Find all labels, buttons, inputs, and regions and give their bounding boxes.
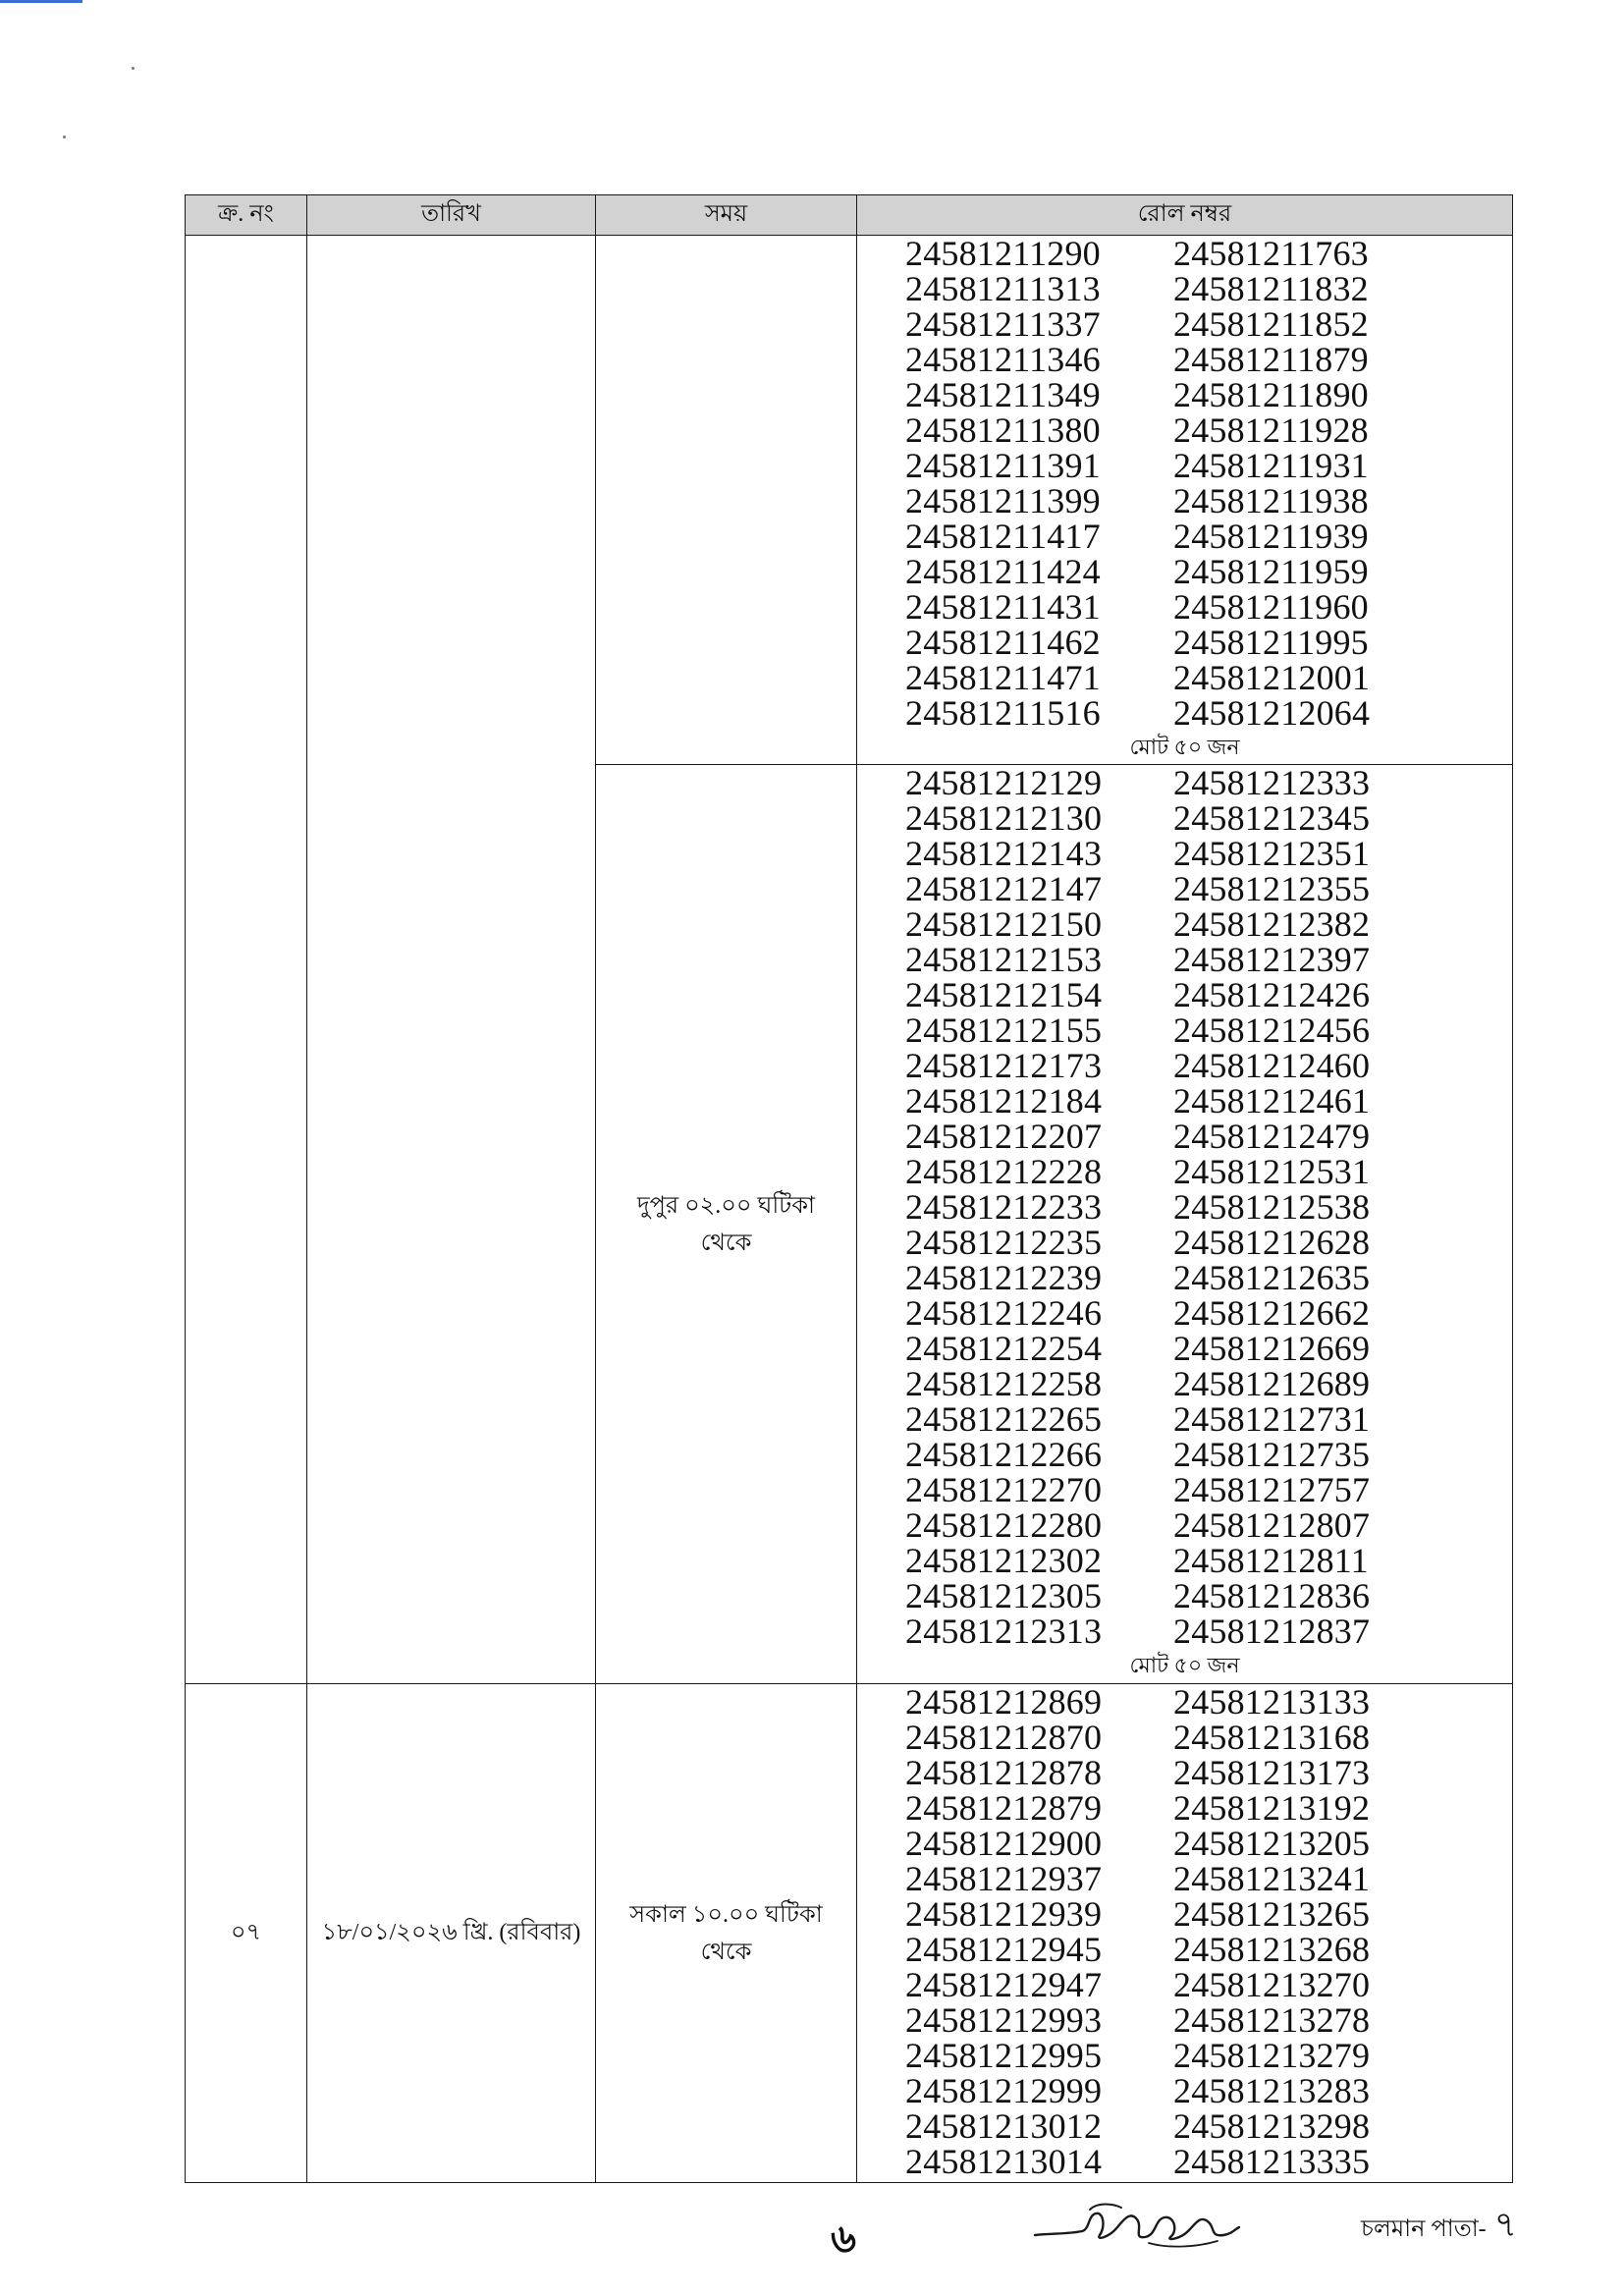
roll-numbers-cell (857, 236, 1513, 765)
roll-number: 24581213278 (1173, 2000, 1371, 2040)
roll-number-list (857, 236, 1512, 731)
roll-number: 24581212456 (1173, 1011, 1371, 1050)
time-text-suffix: থেকে (700, 1230, 752, 1256)
roll-number: 24581211391 (905, 446, 1101, 485)
roll-number: 24581212869 (905, 1682, 1103, 1722)
roll-number: 24581212731 (1173, 1399, 1371, 1439)
roll-number: 24581212807 (1173, 1505, 1371, 1545)
roll-number: 24581211939 (1173, 517, 1369, 556)
roll-number: 24581211462 (905, 623, 1101, 662)
roll-number: 24581212266 (905, 1435, 1103, 1474)
roll-number: 24581211337 (905, 304, 1101, 344)
roll-number: 24581212302 (905, 1541, 1103, 1580)
roll-numbers-cell (857, 765, 1513, 1684)
roll-number: 24581212155 (905, 1011, 1103, 1050)
roll-number: 24581212265 (905, 1399, 1103, 1439)
roll-number: 24581212662 (1173, 1293, 1371, 1333)
roll-number: 24581211417 (905, 517, 1101, 556)
time-cell (596, 1684, 857, 2183)
roll-number: 24581212280 (905, 1505, 1103, 1545)
header-serial: ক্র. নং (186, 195, 307, 236)
roll-number: 24581212531 (1173, 1152, 1371, 1191)
roll-number: 24581212479 (1173, 1117, 1371, 1156)
roll-number: 24581211349 (905, 375, 1101, 414)
roll-number: 24581211516 (905, 693, 1101, 733)
roll-number: 24581211928 (1173, 410, 1369, 450)
roll-number: 24581212246 (905, 1293, 1103, 1333)
roll-number: 24581211890 (1173, 375, 1369, 414)
roll-number: 24581213335 (1173, 2142, 1371, 2181)
roll-number: 24581211313 (905, 269, 1101, 308)
roll-number: 24581212345 (1173, 798, 1371, 838)
roll-number: 24581212355 (1173, 869, 1371, 908)
roll-number: 24581212995 (905, 2036, 1103, 2075)
total-count: মোট ৫০ জন (1129, 1653, 1240, 1677)
roll-number: 24581212254 (905, 1329, 1103, 1368)
roll-number: 24581212239 (905, 1258, 1103, 1297)
roll-number: 24581212757 (1173, 1470, 1371, 1509)
roll-number: 24581211959 (1173, 552, 1369, 591)
roll-number: 24581212184 (905, 1081, 1103, 1121)
date-cell: ১৮/০১/২০২৬ খ্রি. (রবিবার) (307, 1684, 596, 2183)
roll-number: 24581212305 (905, 1576, 1103, 1615)
roll-number: 24581212207 (905, 1117, 1103, 1156)
roll-number: 24581213173 (1173, 1753, 1371, 1792)
roll-number: 24581213265 (1173, 1894, 1371, 1934)
roll-number: 24581212939 (905, 1894, 1103, 1934)
roll-number: 24581212900 (905, 1824, 1103, 1863)
roll-number: 24581212001 (1173, 658, 1371, 697)
roll-number: 24581212233 (905, 1187, 1103, 1227)
table-row (186, 1684, 1513, 2183)
signature (1031, 2198, 1242, 2253)
time-cell (596, 236, 857, 765)
roll-number: 24581213298 (1173, 2106, 1371, 2146)
roll-number: 24581213241 (1173, 1859, 1371, 1898)
roll-number: 24581212689 (1173, 1364, 1371, 1403)
roll-number: 24581212351 (1173, 834, 1371, 873)
scan-speck (63, 136, 66, 138)
roll-number: 24581211471 (905, 658, 1101, 697)
roll-number: 24581212999 (905, 2071, 1103, 2110)
roll-number: 24581212735 (1173, 1435, 1371, 1474)
roll-number: 24581213168 (1173, 1718, 1371, 1757)
roll-number: 24581212333 (1173, 763, 1371, 802)
roll-number: 24581211832 (1173, 269, 1369, 308)
roll-number: 24581211431 (905, 587, 1101, 627)
roll-number: 24581212150 (905, 904, 1103, 944)
roll-number: 24581213012 (905, 2106, 1103, 2146)
roll-number: 24581212313 (905, 1612, 1103, 1651)
roll-number: 24581212945 (905, 1930, 1103, 1969)
roll-number: 24581212153 (905, 940, 1103, 979)
roll-number: 24581212879 (905, 1788, 1103, 1828)
roll-number: 24581212878 (905, 1753, 1103, 1792)
serial-cell (186, 236, 307, 1684)
roll-number: 24581212836 (1173, 1576, 1371, 1615)
roll-number: 24581212937 (905, 1859, 1103, 1898)
time-text-suffix: থেকে (700, 1939, 752, 1965)
roll-number: 24581213133 (1173, 1682, 1371, 1722)
header-roll-number: রোল নম্বর (857, 195, 1513, 236)
roll-number: 24581211852 (1173, 304, 1369, 344)
roll-number: 24581212628 (1173, 1223, 1371, 1262)
roll-number: 24581212538 (1173, 1187, 1371, 1227)
table-header-row (186, 195, 1513, 236)
roll-number: 24581212635 (1173, 1258, 1371, 1297)
roll-number: 24581213268 (1173, 1930, 1371, 1969)
roll-number: 24581212382 (1173, 904, 1371, 944)
roll-number: 24581213014 (905, 2142, 1103, 2181)
date-cell (307, 236, 596, 1684)
roll-number: 24581211931 (1173, 446, 1369, 485)
roll-number: 24581212993 (905, 2000, 1103, 2040)
roll-number: 24581213279 (1173, 2036, 1371, 2075)
roll-number: 24581212460 (1173, 1046, 1371, 1085)
roll-number: 24581212461 (1173, 1081, 1371, 1121)
roll-number: 24581213283 (1173, 2071, 1371, 2110)
roll-number: 24581211346 (905, 340, 1101, 379)
roll-number: 24581212064 (1173, 693, 1371, 733)
roll-number: 24581211938 (1173, 481, 1369, 520)
roll-number: 24581212397 (1173, 940, 1371, 979)
serial-cell: ০৭ (186, 1684, 307, 2183)
roll-number: 24581212147 (905, 869, 1103, 908)
continued-label: চলমান পাতা- (1361, 2216, 1487, 2242)
header-date: তারিখ (307, 195, 596, 236)
roll-number: 24581212130 (905, 798, 1103, 838)
roll-number: 24581212228 (905, 1152, 1103, 1191)
roll-number: 24581212426 (1173, 975, 1371, 1014)
roll-number: 24581212837 (1173, 1612, 1371, 1651)
exam-schedule-table (185, 194, 1513, 2183)
continued-page-note (1361, 2198, 1517, 2257)
roll-number: 24581212143 (905, 834, 1103, 873)
roll-number-list (857, 765, 1512, 1649)
roll-number: 24581213192 (1173, 1788, 1371, 1828)
next-page-number: ৭ (1493, 2205, 1518, 2244)
header-time: সময় (596, 195, 857, 236)
roll-number: 24581211424 (905, 552, 1101, 591)
roll-number: 24581213270 (1173, 1965, 1371, 2004)
roll-number: 24581211290 (905, 234, 1101, 273)
roll-number: 24581211995 (1173, 623, 1369, 662)
roll-number: 24581211879 (1173, 340, 1369, 379)
scan-speck (132, 67, 135, 70)
roll-number: 24581211763 (1173, 234, 1369, 273)
roll-number: 24581213205 (1173, 1824, 1371, 1863)
time-text: সকাল ১০.০০ ঘটিকা (629, 1901, 823, 1928)
roll-number: 24581212947 (905, 1965, 1103, 2004)
roll-number: 24581211399 (905, 481, 1101, 520)
time-text: দুপুর ০২.০০ ঘটিকা (636, 1192, 816, 1219)
roll-number-list (857, 1684, 1512, 2179)
roll-number: 24581212870 (905, 1718, 1103, 1757)
roll-number: 24581212129 (905, 763, 1103, 802)
roll-number: 24581211960 (1173, 587, 1369, 627)
roll-number: 24581212270 (905, 1470, 1103, 1509)
time-cell (596, 765, 857, 1684)
roll-numbers-cell (857, 1684, 1513, 2183)
roll-number: 24581212154 (905, 975, 1103, 1014)
roll-number: 24581212235 (905, 1223, 1103, 1262)
roll-number: 24581212258 (905, 1364, 1103, 1403)
table-row (186, 236, 1513, 765)
roll-number: 24581212811 (1173, 1541, 1369, 1580)
scan-edge-mark (0, 0, 82, 3)
roll-number: 24581212173 (905, 1046, 1103, 1085)
page-number: ৬ (831, 2216, 857, 2261)
total-count: মোট ৫০ জন (1129, 735, 1240, 759)
roll-number: 24581211380 (905, 410, 1101, 450)
roll-number: 24581212669 (1173, 1329, 1371, 1368)
